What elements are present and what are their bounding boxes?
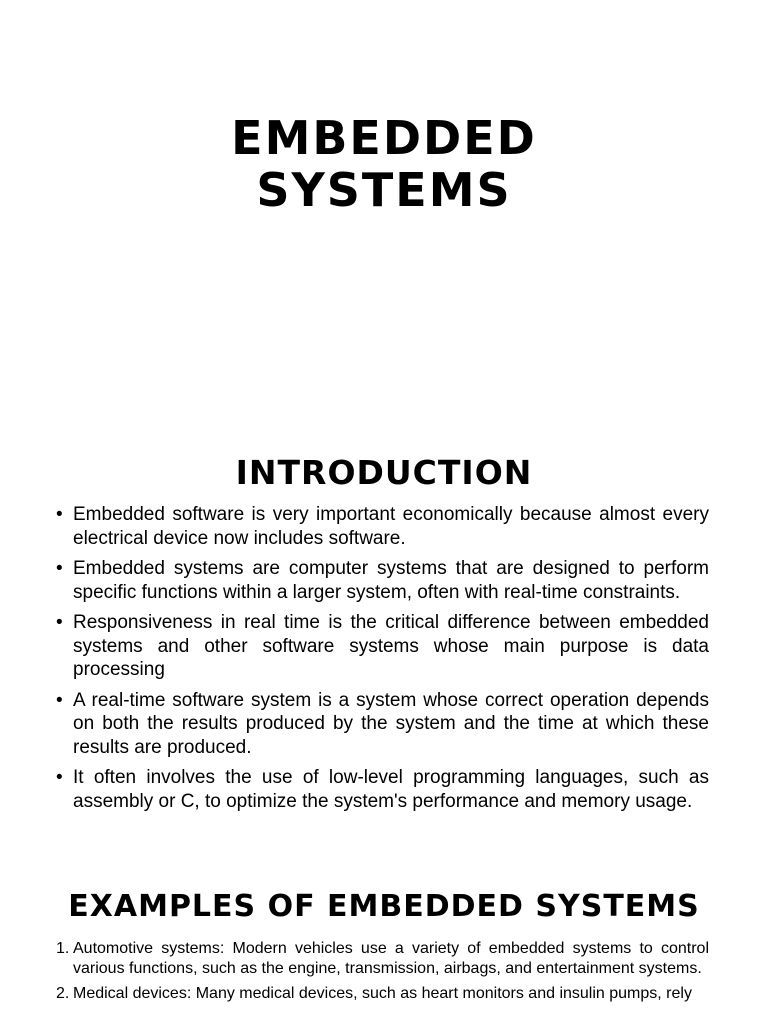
introduction-heading: INTRODUCTION	[235, 453, 533, 492]
bullet-marker: •	[56, 767, 63, 788]
bullet-item	[56, 611, 709, 682]
example-number: 2.	[56, 985, 70, 1002]
example-number: 1.	[56, 940, 70, 957]
example-item	[56, 939, 709, 978]
bullet-item	[56, 689, 709, 760]
bullet-item	[56, 503, 709, 550]
bullet-text: A real-time software system is a system whose correct operation depends on both the results produced by the system and the time at which these results are produced.	[73, 689, 709, 758]
bullet-text: Embedded software is very important economically because almost every electrical device now includes software.	[73, 504, 709, 549]
example-text: Automotive systems: Modern vehicles use a variety of embedded systems to control various functions, such as the engine, transmission, airbags, and entertainment systems.	[73, 940, 709, 977]
examples-heading: EXAMPLES OF EMBEDDED SYSTEMS	[68, 889, 700, 924]
introduction-bullet-list	[56, 503, 709, 820]
example-text: Medical devices: Many medical devices, such as heart monitors and insulin pumps, rely	[73, 985, 692, 1002]
bullet-marker: •	[56, 689, 63, 711]
bullet-marker: •	[56, 504, 63, 525]
page-title	[0, 112, 768, 216]
bullet-text: It often involves the use of low-level programming languages, such as assembly or C, to optimize the system's performance and memory usage.	[73, 767, 709, 812]
bullet-marker: •	[56, 612, 63, 633]
bullet-item	[56, 557, 709, 604]
title-line-2: SYSTEMS	[256, 163, 512, 217]
bullet-item	[56, 766, 709, 813]
bullet-text: Embedded systems are computer systems that are designed to perform specific functions within a larger system, often with real-time constraints.	[73, 558, 709, 603]
title-line-1: EMBEDDED	[231, 111, 537, 165]
examples-numbered-list	[56, 939, 709, 1010]
example-item	[56, 984, 709, 1004]
bullet-text: Responsiveness in real time is the critical difference between embedded systems and other software systems whose main purpose is data processing	[73, 612, 709, 680]
bullet-marker: •	[56, 558, 63, 579]
